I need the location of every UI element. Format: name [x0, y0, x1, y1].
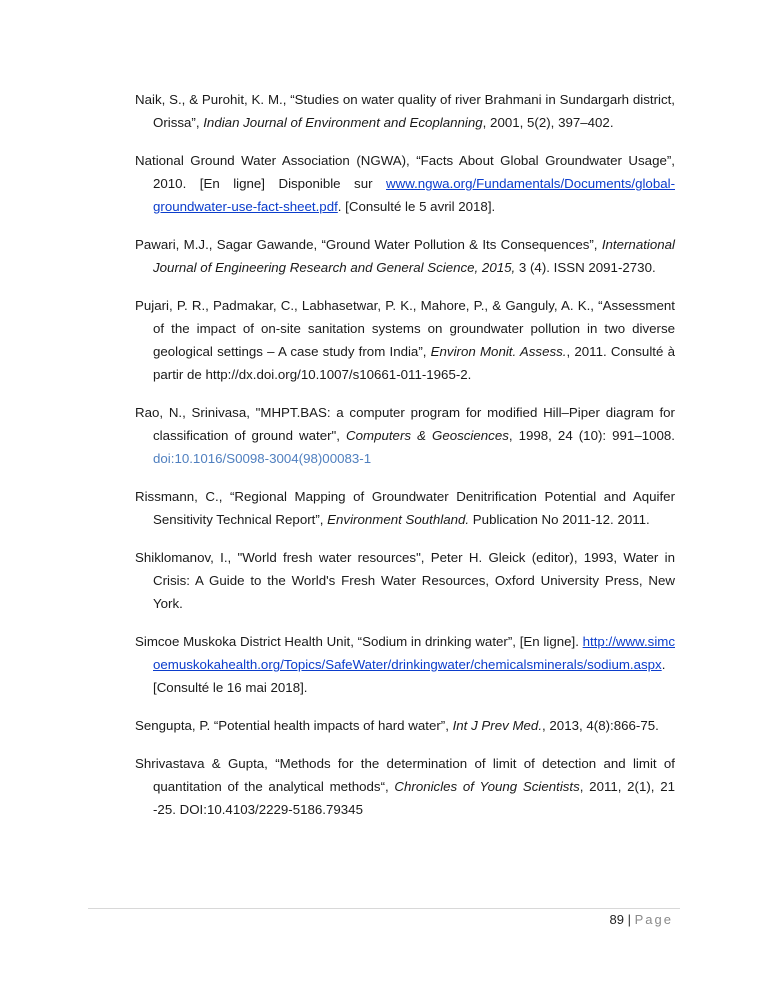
reference-url-link[interactable]: www.ngwa.org/Fundamentals/Documents/global-groundwater-use-fact-sheet.pdf [153, 176, 675, 214]
reference-text: Pujari, P. R., Padmakar, C., Labhasetwar, P. K., Mahore, P., & Ganguly, A. K., “Assessment of the impact of on-site sanitation systems on groundwater pollution in two diverse geological settings – A case study from India”, [135, 298, 675, 359]
reference-journal: Environment Southland. [327, 512, 470, 527]
reference-entry [135, 714, 675, 737]
reference-url-link[interactable]: http://www.simcoemuskokahealth.org/Topics/SafeWater/drinkingwater/chemicalsminerals/sodium.aspx [153, 634, 675, 672]
reference-details: , 2013, 4(8):866-75. [542, 718, 659, 733]
reference-list [135, 88, 675, 836]
reference-details: . [Consulté le 5 avril 2018]. [337, 199, 496, 214]
reference-journal: Environ Monit. Assess. [430, 344, 567, 359]
reference-details: . [Consulté le 16 mai 2018]. [153, 657, 666, 695]
reference-entry [135, 294, 675, 386]
page-label: Page [634, 912, 673, 927]
reference-entry [135, 752, 675, 821]
reference-journal: Computers & Geosciences [346, 428, 509, 443]
reference-details: , 2001, 5(2), 397–402. [482, 115, 614, 130]
reference-journal: Indian Journal of Environment and Ecoplanning [203, 115, 483, 130]
reference-text: Shrivastava & Gupta, “Methods for the determination of limit of detection and limit of quantitation of the analytical methods“, [135, 756, 675, 794]
reference-entry [135, 88, 675, 134]
reference-details: , 2011, 2(1), 21 -25. DOI:10.4103/2229-5186.79345 [153, 779, 675, 817]
reference-details: , 1998, 24 (10): 991–1008. [508, 428, 675, 443]
reference-journal: International Journal of Engineering Research and General Science, 2015, [153, 237, 675, 275]
reference-entry [135, 630, 675, 699]
reference-text: Naik, S., & Purohit, K. M., “Studies on water quality of river Brahmani in Sundargarh district, Orissa”, [135, 92, 675, 130]
reference-text: Simcoe Muskoka District Health Unit, “Sodium in drinking water”, [En ligne]. [135, 634, 583, 649]
reference-entry [135, 233, 675, 279]
reference-doi: doi:10.1016/S0098-3004(98)00083-1 [153, 451, 372, 466]
reference-text: Rissmann, C., “Regional Mapping of Groundwater Denitrification Potential and Aquifer Sensitivity Technical Report”, [135, 489, 675, 527]
reference-text: Shiklomanov, I., "World fresh water resources", Peter H. Gleick (editor), 1993, Water in Crisis: A Guide to the World's Fresh Water Resources, Oxford University Press, New York. [135, 550, 675, 611]
reference-entry [135, 485, 675, 531]
footer-separator: | [627, 912, 631, 927]
reference-journal: Int J Prev Med. [452, 718, 543, 733]
reference-text: Sengupta, P. “Potential health impacts of hard water”, [135, 718, 453, 733]
footer-divider [88, 908, 680, 909]
reference-entry [135, 401, 675, 470]
reference-entry [135, 546, 675, 615]
reference-details: 3 (4). ISSN 2091-2730. [515, 260, 656, 275]
reference-details: Publication No 2011-12. 2011. [469, 512, 650, 527]
reference-journal: Chronicles of Young Scientists [394, 779, 580, 794]
page-footer [610, 911, 673, 929]
reference-text: Pawari, M.J., Sagar Gawande, “Ground Water Pollution & Its Consequences”, [135, 237, 602, 252]
reference-details: , 2011. Consulté à partir de http://dx.doi.org/10.1007/s10661-011-1965-2. [153, 344, 675, 382]
reference-text: Rao, N., Srinivasa, "MHPT.BAS: a computer program for modified Hill–Piper diagram for classification of ground water", [135, 405, 675, 443]
page-number: 89 [609, 912, 624, 927]
reference-entry [135, 149, 675, 218]
reference-text: National Ground Water Association (NGWA), “Facts About Global Groundwater Usage”, 2010. [En ligne] Disponible sur [135, 153, 675, 191]
